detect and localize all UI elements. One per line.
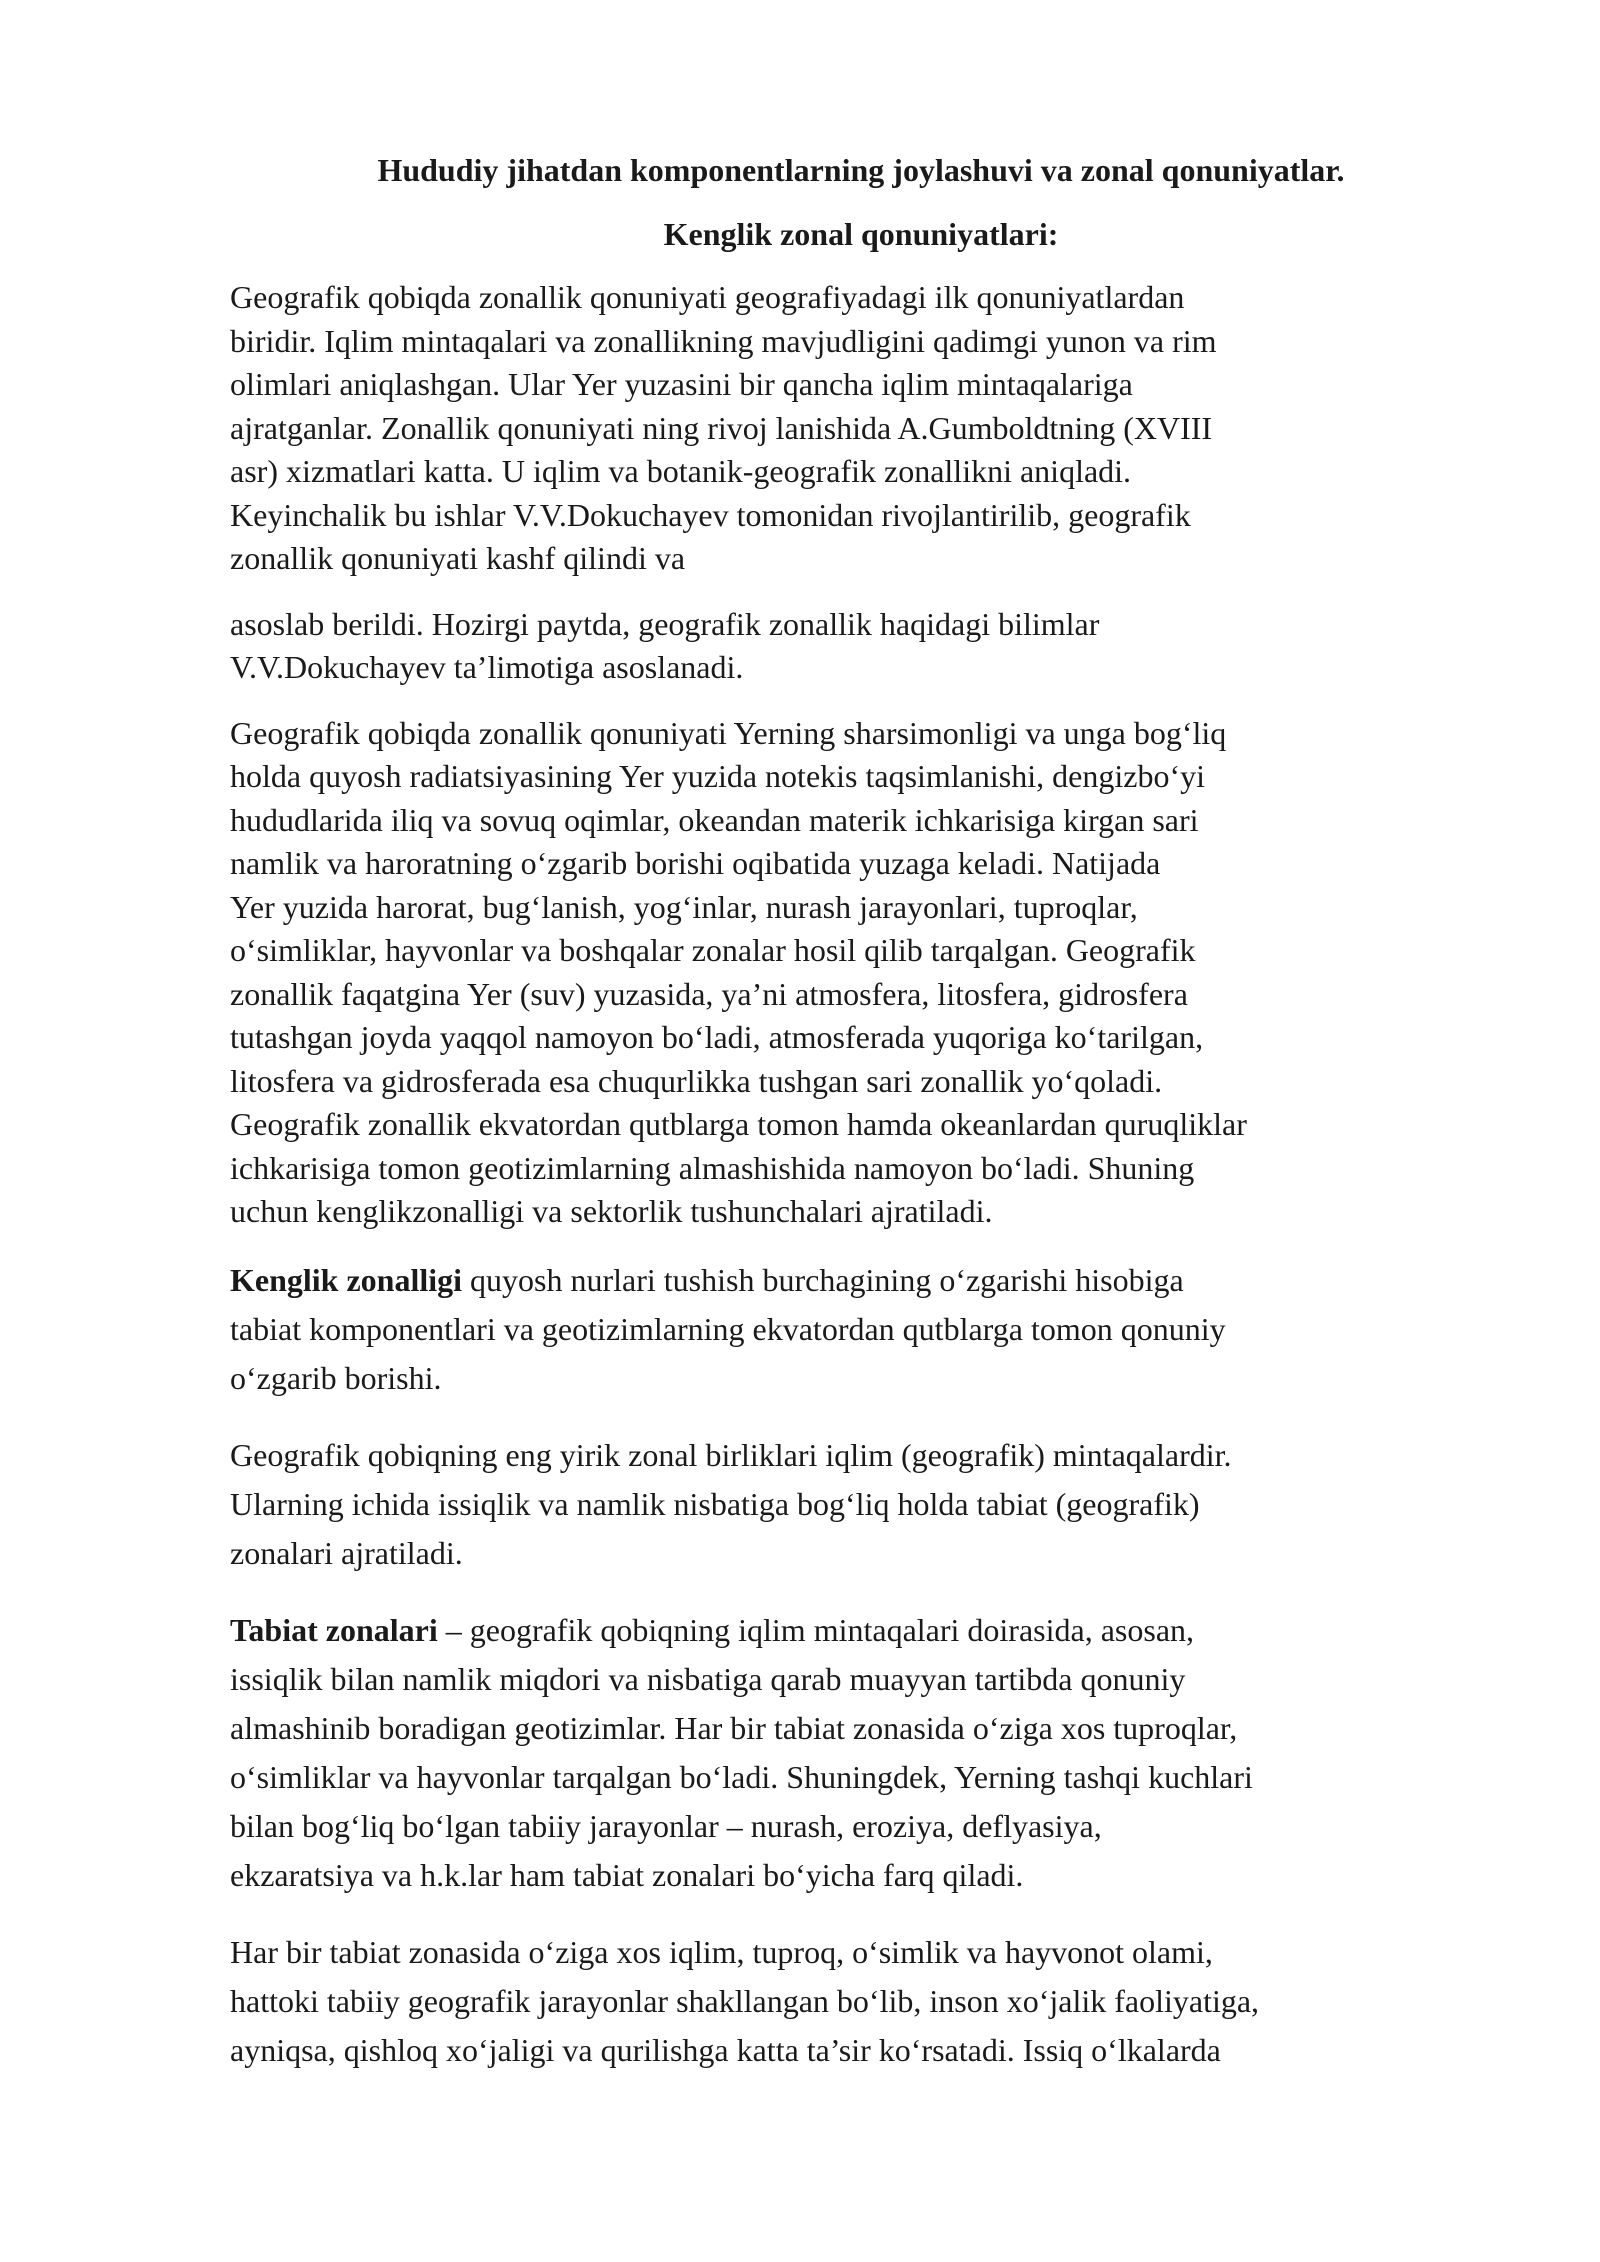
text-line: hattoki tabiiy geografik jarayonlar shakllangan bo‘lib, inson xo‘jalik faoliyatiga, <box>230 1982 1260 2019</box>
text-line: Yer yuzida harorat, bug‘lanish, yog‘inlar, nurash jarayonlari, tuproqlar, <box>230 888 1138 925</box>
text-line: holda quyosh radiatsiyasining Yer yuzida notekis taqsimlanishi, dengizbo‘yi <box>230 758 1205 794</box>
text-line: tutashgan joyda yaqqol namoyon bo‘ladi, atmosferada yuqoriga ko‘tarilgan, <box>230 1019 1204 1055</box>
text-line: bilan bog‘liq bo‘lgan tabiiy jarayonlar – nurash, eroziya, deflyasiya, <box>230 1807 1102 1844</box>
text-line: Geografik zonallik ekvatordan qutblarga tomon hamda okeanlardan quruqliklar <box>230 1106 1247 1142</box>
text-line: o‘simliklar va hayvonlar tarqalgan bo‘ladi. Shuningdek, Yerning tashqi kuchlari <box>230 1758 1253 1795</box>
text-line: zonallik qonuniyati kashf qilindi va <box>230 540 686 576</box>
paragraph-3 <box>230 712 1492 1234</box>
text-line: asr) xizmatlari katta. U iqlim va botanik-geografik zonallikni aniqladi. <box>230 453 1132 489</box>
text-line: Keyinchalik bu ishlar V.V.Dokuchayev tomonidan rivojlantirilib, geografik <box>230 496 1191 533</box>
text-line: ayniqsa, qishloq xo‘jaligi va qurilishga katta ta’sir ko‘rsatadi. Issiq o‘lkalarda <box>230 2031 1221 2068</box>
paragraph-5 <box>230 1431 1492 1578</box>
text-line: tabiat komponentlari va geotizimlarning ekvatordan qutblarga tomon qonuniy <box>230 1310 1226 1347</box>
term-tabiat-zonalari: Tabiat zonalari <box>230 1611 438 1648</box>
text-line <box>230 1606 1492 1655</box>
document-body <box>230 150 1492 2075</box>
text-line: litosfera va gidrosferada esa chuqurlikka tushgan sari zonallik yo‘qoladi. <box>230 1062 1163 1099</box>
text-line: almashinib boradigan geotizimlar. Har bir tabiat zonasida o‘ziga xos tuproqlar, <box>230 1709 1238 1746</box>
text-line: zonallik faqatgina Yer (suv) yuzasida, ya’ni atmosfera, litosfera, gidrosfera <box>230 975 1188 1012</box>
text-line: o‘simliklar, hayvonlar va boshqalar zonalar hosil qilib tarqalgan. Geografik <box>230 932 1196 968</box>
term-kenglik-zonalligi: Kenglik zonalligi <box>230 1261 463 1298</box>
text-line: zonalari ajratiladi. <box>230 1534 463 1571</box>
text-run: quyosh nurlari tushish burchagining o‘zgarishi hisobiga <box>462 1261 1184 1298</box>
section-heading: Kenglik zonal qonuniyatlari: <box>663 216 1059 252</box>
text-line: olimlari aniqlashgan. Ular Yer yuzasini bir qancha iqlim mintaqalariga <box>230 366 1133 402</box>
paragraph-1 <box>230 276 1492 581</box>
paragraph-7 <box>230 1928 1492 2075</box>
text-line: Har bir tabiat zonasida o‘ziga xos iqlim, tuproq, o‘simlik va hayvonot olami, <box>230 1933 1213 1970</box>
document-title: Hududiy jihatdan komponentlarning joylashuvi va zonal qonuniyatlar. <box>377 152 1345 188</box>
text-line: issiqlik bilan namlik miqdori va nisbatiga qarab muayyan tartibda qonuniy <box>230 1660 1186 1697</box>
text-line: asoslab berildi. Hozirgi paytda, geografik zonallik haqidagi bilimlar <box>230 605 1100 642</box>
text-run: – geografik qobiqning iqlim mintaqalari doirasida, asosan, <box>437 1611 1195 1648</box>
text-line: uchun kenglikzonalligi va sektorlik tushunchalari ajratiladi. <box>230 1193 993 1229</box>
text-line: ekzaratsiya va h.k.lar ham tabiat zonalari bo‘yicha farq qiladi. <box>230 1856 1024 1893</box>
text-line: Ularning ichida issiqlik va namlik nisbatiga bog‘liq holda tabiat (geografik) <box>230 1485 1200 1522</box>
paragraph-2 <box>230 603 1492 690</box>
text-line: o‘zgarib borishi. <box>230 1359 442 1396</box>
text-line: ajratganlar. Zonallik qonuniyati ning rivoj lanishida A.Gumboldtning (XVIII <box>230 409 1213 446</box>
text-line: namlik va haroratning o‘zgarib borishi oqibatida yuzaga keladi. Natijada <box>230 845 1161 881</box>
text-line: Geografik qobiqda zonallik qonuniyati Yerning sharsimonligi va unga bog‘liq <box>230 714 1227 751</box>
paragraph-6 <box>230 1606 1492 1900</box>
text-line: biridir. Iqlim mintaqalari va zonallikning mavjudligini qadimgi yunon va rim <box>230 322 1217 359</box>
text-line: V.V.Dokuchayev ta’limotiga asoslanadi. <box>230 649 744 685</box>
text-line: Geografik qobiqda zonallik qonuniyati geografiyadagi ilk qonuniyatlardan <box>230 279 1185 315</box>
text-line: Geografik qobiqning eng yirik zonal birliklari iqlim (geografik) mintaqalardir. <box>230 1436 1232 1473</box>
text-line <box>230 1256 1492 1305</box>
paragraph-4 <box>230 1256 1492 1403</box>
text-line: ichkarisiga tomon geotizimlarning almashishida namoyon bo‘ladi. Shuning <box>230 1149 1195 1186</box>
text-line: hududlarida iliq va sovuq oqimlar, okeandan materik ichkarisiga kirgan sari <box>230 801 1199 838</box>
